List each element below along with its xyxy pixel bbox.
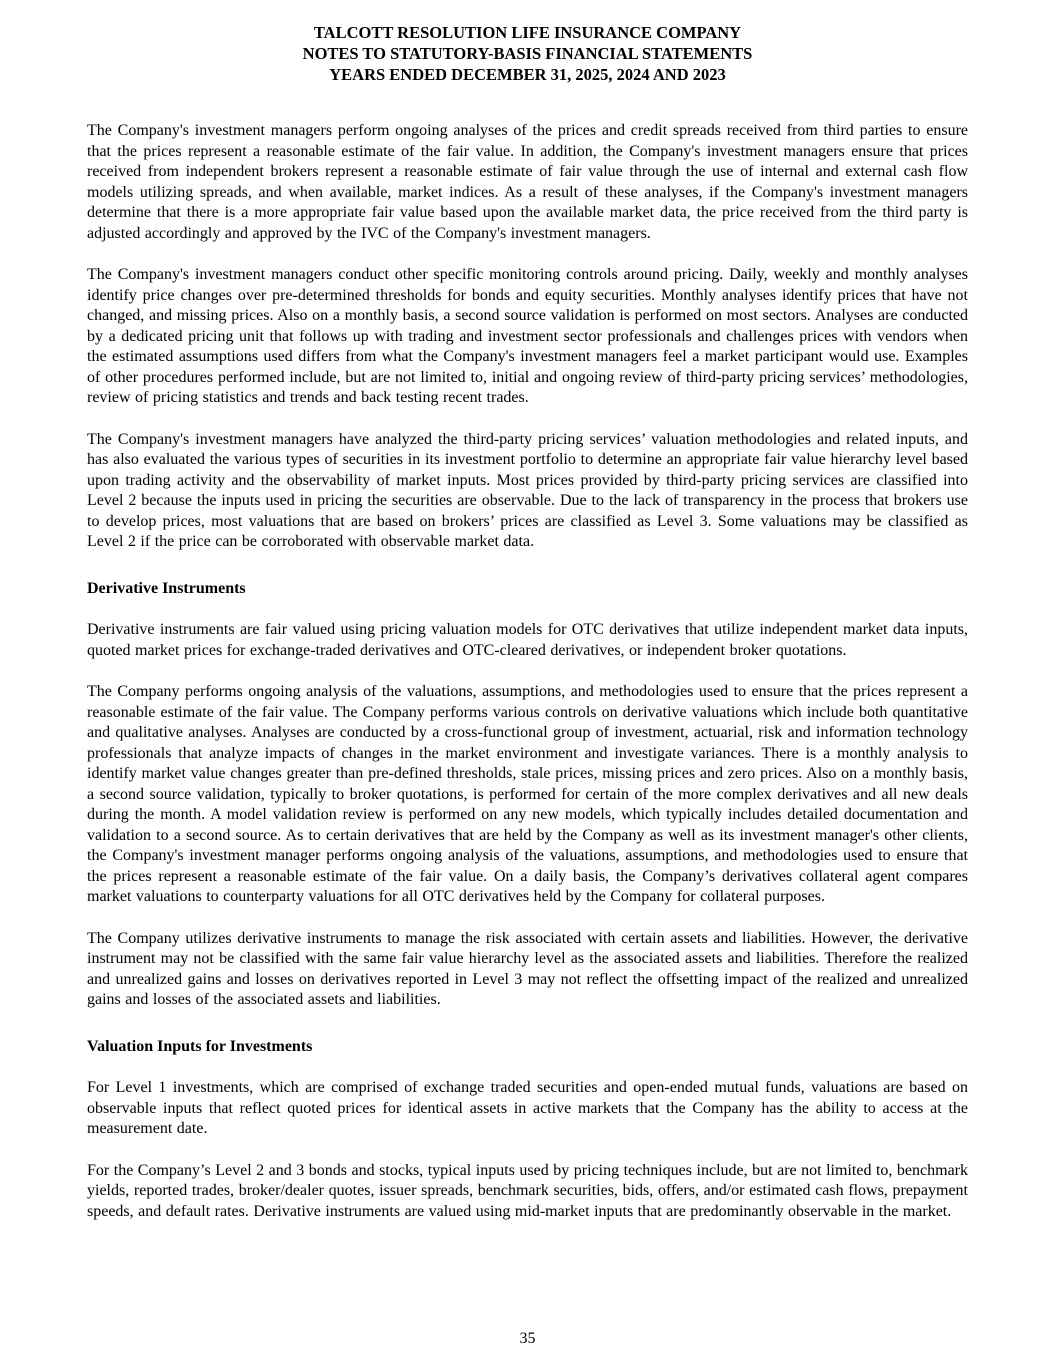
paragraph-derivative-fair-value: Derivative instruments are fair valued using pricing valuation models for OTC derivatives that utilize independent market data inputs, quoted market prices for exchange-traded derivatives and OTC-cleared derivatives, or independent broker quotations. bbox=[87, 621, 968, 659]
company-name: TALCOTT RESOLUTION LIFE INSURANCE COMPANY bbox=[313, 23, 742, 42]
paragraph-derivative-risk: The Company utilizes derivative instruments to manage the risk associated with certain assets and liabilities. However, the derivative instrument may not be classified with the same fair value hierarchy level as the associated assets and liabilities. Therefore the realized and unrealized gains and losses on derivatives reported in Level 3 may not reflect the offsetting impact of the realized and unrealized gains and losses of the associated assets and liabilities. bbox=[87, 929, 968, 1008]
section-heading-derivative-instruments: Derivative Instruments bbox=[87, 579, 246, 597]
document-header bbox=[87, 22, 968, 85]
paragraph-level1-inputs: For Level 1 investments, which are comprised of exchange traded securities and open-ended mutual funds, valuations are based on observable inputs that reflect quoted prices for identical assets in active markets that the Company has the ability to access at the measurement date. bbox=[87, 1079, 968, 1137]
page-number: 35 bbox=[519, 1330, 536, 1347]
paragraph-derivative-controls: The Company performs ongoing analysis of the valuations, assumptions, and methodologies used to ensure that the prices represent a reasonable estimate of the fair value. The Company performs various controls on derivative valuations which include both quantitative and qualitative analyses. Analyses are conducted by a cross-functional group of investment, actuarial, risk and information technology professionals that analyze impacts of changes in the market environment and investigate variances. There is a monthly analysis to identify market value changes greater than pre-defined thresholds, stale prices, missing prices and zero prices. Also on a monthly basis, a second source validation, typically to broker quotations, is performed for certain of the more complex derivatives and all new deals during the month. A model validation review is performed on any new models, which typically includes detailed documentation and validation to a second source. As to certain derivatives that are held by the Company as well as its investment manager's other clients, the Company's investment manager performs ongoing analysis of the valuations, assumptions, and methodologies used to ensure that the prices represent a reasonable estimate of the fair value. On a daily basis, the Company’s derivatives collateral agent compares market valuations to counterparty valuations for all OTC derivatives held by the Company for collateral purposes. bbox=[87, 683, 968, 905]
paragraph-level2-3-inputs: For the Company’s Level 2 and 3 bonds and stocks, typical inputs used by pricing techniques include, but are not limited to, benchmark yields, reported trades, broker/dealer quotes, issuer spreads, benchmark securities, bids, offers, and/or estimated cash flows, prepayment speeds, and default rates. Derivative instruments are valued using mid-market inputs that are predominantly observable in the market. bbox=[87, 1161, 968, 1220]
document-title: NOTES TO STATUTORY-BASIS FINANCIAL STATEMENTS bbox=[302, 44, 753, 63]
document-body bbox=[87, 121, 968, 1222]
period-covered: YEARS ENDED DECEMBER 31, 2025, 2024 AND 2023 bbox=[329, 65, 726, 84]
section-heading-valuation-inputs: Valuation Inputs for Investments bbox=[87, 1037, 313, 1055]
paragraph-monitoring-controls: The Company's investment managers conduct other specific monitoring controls around pricing. Daily, weekly and monthly analyses identify price changes over pre-determined thresholds for bonds and equity securities. Monthly analyses identify prices that have not changed, and missing prices. Also on a monthly basis, a second source validation is performed on most sectors. Analyses are conducted by a dedicated pricing unit that follows up with trading and investment sector professionals and challenges prices with vendors when the estimated assumptions used differs from what the Company's investment managers feel a market participant would use. Examples of other procedures performed include, but are not limited to, initial and ongoing review of third-party pricing services’ methodologies, review of pricing statistics and trends and back testing recent trades. bbox=[87, 266, 968, 406]
paragraph-valuation-methodologies: The Company's investment managers have analyzed the third-party pricing services’ valuation methodologies and related inputs, and has also evaluated the various types of securities in its investment portfolio to determine an appropriate fair value hierarchy level based upon trading activity and the observability of market inputs. Most prices provided by third-party pricing services are classified into Level 2 because the inputs used in pricing the securities are observable. Due to the lack of transparency in the process that brokers use to develop prices, most valuations that are based on brokers’ prices are classified as Level 3. Some valuations may be classified as Level 2 if the price can be corroborated with observable market data. bbox=[87, 430, 968, 550]
paragraph-pricing-analyses: The Company's investment managers perform ongoing analyses of the prices and credit spreads received from third parties to ensure that the prices represent a reasonable estimate of the fair value. In addition, the Company's investment managers ensure that prices received from independent brokers represent a reasonable estimate of fair value through the use of internal and external cash flow models utilizing spreads, and when available, market indices. As a result of these analyses, if the Company's investment managers determine that there is a more appropriate fair value based upon the available market data, the price received from the third party is adjusted accordingly and approved by the IVC of the Company's investment managers. bbox=[87, 122, 968, 242]
